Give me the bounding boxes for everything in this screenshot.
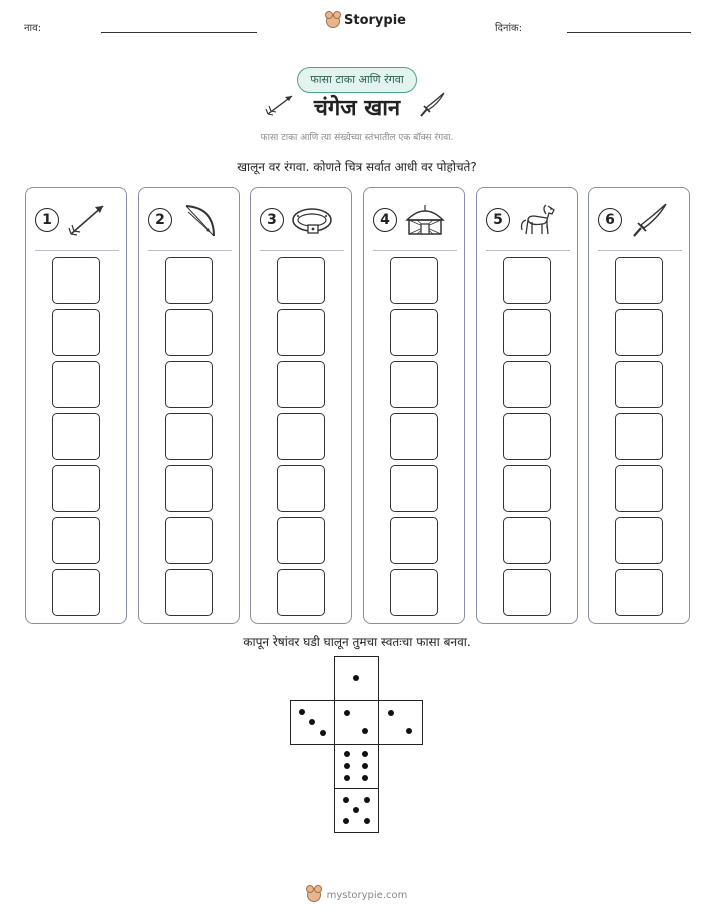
color-box[interactable] — [615, 309, 663, 356]
die-face — [290, 700, 335, 745]
color-box[interactable] — [52, 465, 100, 512]
bow-icon — [178, 200, 222, 240]
die-pip — [344, 751, 350, 757]
page-title: चंगेज खान — [313, 96, 401, 121]
footer — [0, 888, 714, 902]
subtitle: फासा टाका आणि त्या संख्येच्या स्तंभातील एक बॉक्स रंगवा. — [260, 133, 454, 143]
die-pip — [364, 818, 370, 824]
name-label: नाव: — [24, 23, 42, 34]
activity-badge: फासा टाका आणि रंगवा — [297, 67, 417, 93]
color-box[interactable] — [615, 465, 663, 512]
column-2 — [138, 187, 240, 624]
color-box[interactable] — [52, 517, 100, 564]
color-box[interactable] — [390, 465, 438, 512]
name-line[interactable] — [101, 32, 257, 33]
color-box[interactable] — [615, 361, 663, 408]
column-divider — [486, 250, 570, 251]
color-box[interactable] — [277, 309, 325, 356]
yurt-icon — [403, 200, 447, 240]
column-header — [373, 200, 457, 240]
column-header — [598, 200, 682, 240]
die-instruction: कापून रेषांवर घडी घालून तुमचा स्वतःचा फासा बनवा. — [243, 635, 471, 649]
die-face — [334, 700, 379, 745]
color-box[interactable] — [390, 361, 438, 408]
column-number: 3 — [260, 208, 284, 232]
column-divider — [260, 250, 344, 251]
date-label: दिनांक: — [495, 23, 523, 34]
color-box[interactable] — [165, 361, 213, 408]
column-divider — [148, 250, 232, 251]
color-box[interactable] — [503, 413, 551, 460]
column-1 — [25, 187, 127, 624]
color-box[interactable] — [390, 257, 438, 304]
die-pip — [353, 675, 359, 681]
color-box[interactable] — [390, 413, 438, 460]
color-box[interactable] — [390, 517, 438, 564]
die-pip — [353, 807, 359, 813]
footer-bear-icon — [307, 888, 321, 902]
color-box[interactable] — [277, 257, 325, 304]
color-box[interactable] — [52, 309, 100, 356]
logo-text: Storypie — [344, 13, 406, 28]
arrow-icon — [65, 200, 109, 240]
color-box[interactable] — [52, 569, 100, 616]
die-face — [334, 788, 379, 833]
color-box[interactable] — [503, 517, 551, 564]
color-box[interactable] — [165, 309, 213, 356]
column-divider — [373, 250, 457, 251]
horse-icon — [516, 200, 560, 240]
color-box[interactable] — [615, 569, 663, 616]
die-pip — [406, 728, 412, 734]
color-box[interactable] — [52, 361, 100, 408]
color-box[interactable] — [165, 413, 213, 460]
column-header — [148, 200, 232, 240]
column-number: 1 — [35, 208, 59, 232]
die-pip — [362, 728, 368, 734]
die-pip — [320, 730, 326, 736]
column-5 — [476, 187, 578, 624]
color-box[interactable] — [615, 517, 663, 564]
color-box[interactable] — [503, 257, 551, 304]
color-box[interactable] — [615, 257, 663, 304]
column-divider — [598, 250, 682, 251]
die-face — [334, 744, 379, 789]
die-pip — [344, 763, 350, 769]
die-face — [378, 700, 423, 745]
color-box[interactable] — [390, 309, 438, 356]
column-divider — [35, 250, 119, 251]
die-pip — [343, 818, 349, 824]
color-box[interactable] — [277, 361, 325, 408]
die-pip — [388, 710, 394, 716]
color-box[interactable] — [52, 257, 100, 304]
color-box[interactable] — [165, 257, 213, 304]
die-pip — [343, 797, 349, 803]
instruction-text: खालून वर रंगवा. कोणते चित्र सर्वात आधी वर पोहोचते? — [237, 160, 477, 174]
color-box[interactable] — [503, 309, 551, 356]
date-line[interactable] — [567, 32, 691, 33]
die-pip — [362, 763, 368, 769]
color-box[interactable] — [390, 569, 438, 616]
die-pip — [344, 775, 350, 781]
color-box[interactable] — [503, 361, 551, 408]
die-pip — [299, 709, 305, 715]
color-box[interactable] — [503, 569, 551, 616]
color-box[interactable] — [165, 465, 213, 512]
column-number: 2 — [148, 208, 172, 232]
die-pip — [344, 710, 350, 716]
footer-url[interactable]: mystorypie.com — [326, 889, 408, 901]
color-box[interactable] — [165, 517, 213, 564]
column-number: 6 — [598, 208, 622, 232]
column-header — [35, 200, 119, 240]
column-4 — [363, 187, 465, 624]
die-face — [334, 656, 379, 701]
color-box[interactable] — [165, 569, 213, 616]
color-box[interactable] — [277, 413, 325, 460]
die-pip — [362, 751, 368, 757]
column-6 — [588, 187, 690, 624]
sword-icon — [628, 200, 672, 240]
column-number: 4 — [373, 208, 397, 232]
column-header — [486, 200, 570, 240]
die-pip — [364, 797, 370, 803]
color-box[interactable] — [277, 465, 325, 512]
bear-icon — [326, 14, 340, 28]
column-number: 5 — [486, 208, 510, 232]
color-box[interactable] — [503, 465, 551, 512]
belt-icon — [290, 200, 334, 240]
die-pip — [309, 719, 315, 725]
sword-decoration-icon — [418, 90, 448, 120]
color-box[interactable] — [277, 569, 325, 616]
color-box[interactable] — [277, 517, 325, 564]
column-header — [260, 200, 344, 240]
color-box[interactable] — [52, 413, 100, 460]
column-3 — [250, 187, 352, 624]
storypie-logo — [326, 13, 406, 28]
die-pip — [362, 775, 368, 781]
color-box[interactable] — [615, 413, 663, 460]
